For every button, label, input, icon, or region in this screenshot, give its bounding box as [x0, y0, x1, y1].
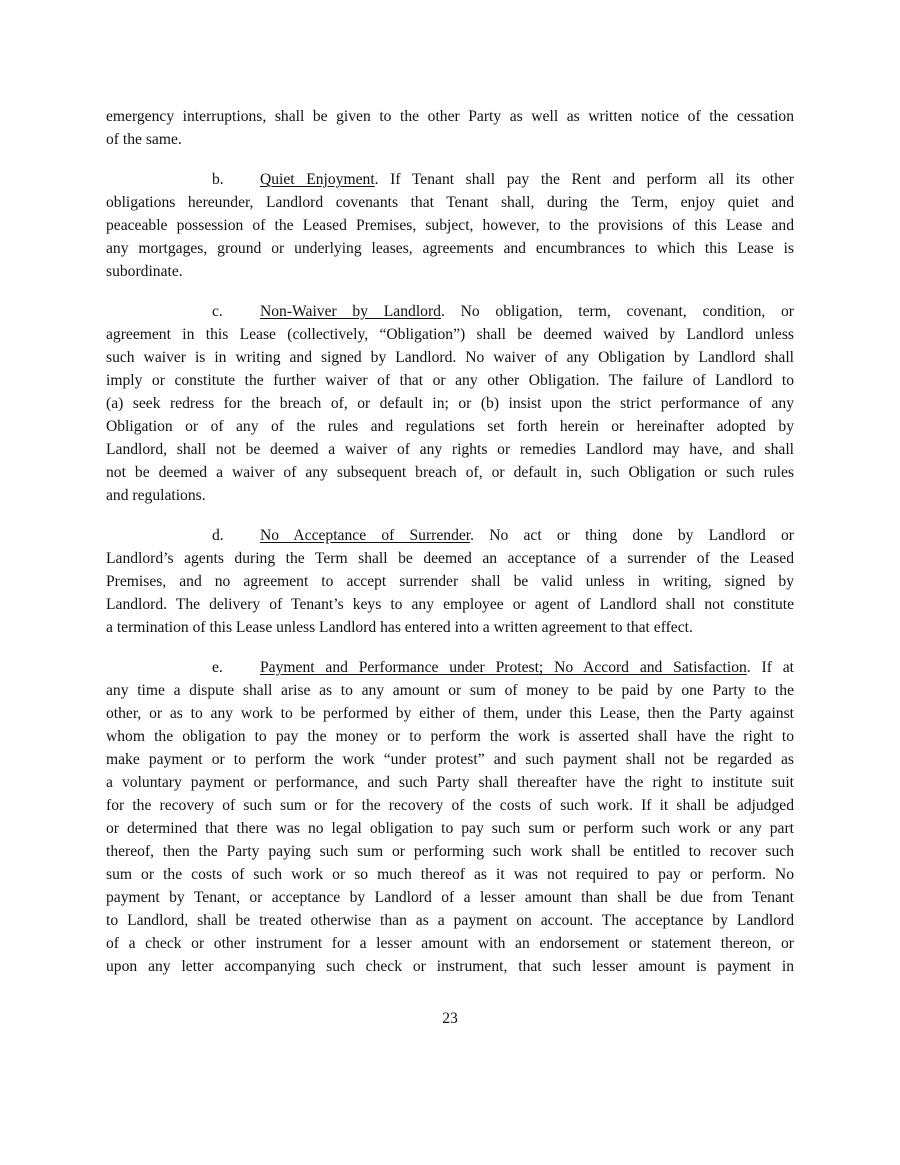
- text-line: for the recovery of such sum or for the recovery of the costs of such work. If it shall be adjudged: [106, 797, 794, 814]
- section-d: [106, 524, 794, 639]
- section-letter: d.: [212, 527, 224, 544]
- section-first-line-text: . If at: [746, 659, 795, 676]
- document-page: [106, 105, 794, 995]
- text-line: any time a dispute shall arise as to any amount or sum of money to be paid by one Party to the: [106, 682, 794, 699]
- text-line: peaceable possession of the Leased Premises, subject, however, to the provisions of this Lease and: [106, 217, 794, 234]
- section-e: [106, 656, 794, 978]
- section-b: [106, 168, 794, 283]
- text-line: Premises, and no agreement to accept surrender shall be valid unless in writing, signed by: [106, 573, 794, 590]
- text-line: upon any letter accompanying such check or instrument, that such lesser amount is payment in: [106, 958, 794, 975]
- section-first-line-text: . If Tenant shall pay the Rent and perform all its other: [374, 171, 794, 188]
- section-first-line-text: . No act or thing done by Landlord or: [470, 527, 794, 544]
- text-line: Obligation or of any of the rules and regulations set forth herein or hereinafter adopted by: [106, 418, 794, 435]
- text-line: a termination of this Lease unless Landlord has entered into a written agreement to that effect.: [106, 619, 693, 636]
- text-line: Landlord’s agents during the Term shall be deemed an acceptance of a surrender of the Leased: [106, 550, 794, 567]
- text-line: not be deemed a waiver of any subsequent breach of, or default in, such Obligation or such rules: [106, 464, 794, 481]
- text-line: payment by Tenant, or acceptance by Landlord of a lesser amount than shall be due from Tenant: [106, 889, 794, 906]
- section-first-line: [106, 168, 794, 191]
- text-line: emergency interruptions, shall be given to the other Party as well as written notice of the cessation: [106, 108, 794, 125]
- text-line: a voluntary payment or performance, and such Party shall thereafter have the right to institute suit: [106, 774, 794, 791]
- text-line: sum or the costs of such work or so much thereof as it was not required to pay or perform. No: [106, 866, 794, 883]
- text-line: other, or as to any work to be performed by either of them, under this Lease, then the Party against: [106, 705, 794, 722]
- section-letter: b.: [212, 171, 224, 188]
- text-line: to Landlord, shall be treated otherwise than as a payment on account. The acceptance by Landlord: [106, 912, 794, 929]
- section-heading: Quiet Enjoyment: [260, 171, 375, 188]
- section-heading: Payment and Performance under Protest; No Accord and Satisfaction: [260, 659, 747, 676]
- text-line: or determined that there was no legal obligation to pay such sum or perform such work or any part: [106, 820, 794, 837]
- section-c: [106, 300, 794, 507]
- continuation-paragraph: [106, 105, 794, 151]
- text-line: any mortgages, ground or underlying leases, agreements and encumbrances to which this Lease is: [106, 240, 794, 257]
- text-line: Landlord, shall not be deemed a waiver of any rights or remedies Landlord may have, and shall: [106, 441, 794, 458]
- text-line: Landlord. The delivery of Tenant’s keys to any employee or agent of Landlord shall not constitute: [106, 596, 794, 613]
- section-first-line: [106, 524, 794, 547]
- page-number: 23: [442, 1010, 458, 1027]
- text-line: of a check or other instrument for a lesser amount with an endorsement or statement thereon, or: [106, 935, 794, 952]
- text-line: such waiver is in writing and signed by Landlord. No waiver of any Obligation by Landlord shall: [106, 349, 794, 366]
- text-line: of the same.: [106, 131, 182, 148]
- text-line: thereof, then the Party paying such sum or performing such work shall be entitled to recover such: [106, 843, 794, 860]
- section-first-line: [106, 300, 794, 323]
- text-line: imply or constitute the further waiver of that or any other Obligation. The failure of Landlord to: [106, 372, 794, 389]
- text-line: whom the obligation to pay the money or to perform the work is asserted shall have the right to: [106, 728, 794, 745]
- section-first-line-text: . No obligation, term, covenant, condition, or: [440, 303, 795, 320]
- text-line: obligations hereunder, Landlord covenants that Tenant shall, during the Term, enjoy quiet and: [106, 194, 794, 211]
- text-line: subordinate.: [106, 263, 183, 280]
- section-first-line: [106, 656, 794, 679]
- text-line: agreement in this Lease (collectively, “Obligation”) shall be deemed waived by Landlord unless: [106, 326, 794, 343]
- section-letter: e.: [212, 659, 223, 676]
- section-letter: c.: [212, 303, 223, 320]
- section-heading: No Acceptance of Surrender: [260, 527, 471, 544]
- text-line: and regulations.: [106, 487, 206, 504]
- text-line: (a) seek redress for the breach of, or default in; or (b) insist upon the strict performance of any: [106, 395, 794, 412]
- text-line: make payment or to perform the work “under protest” and such payment shall not be regarded as: [106, 751, 794, 768]
- section-heading: Non-Waiver by Landlord: [260, 303, 441, 320]
